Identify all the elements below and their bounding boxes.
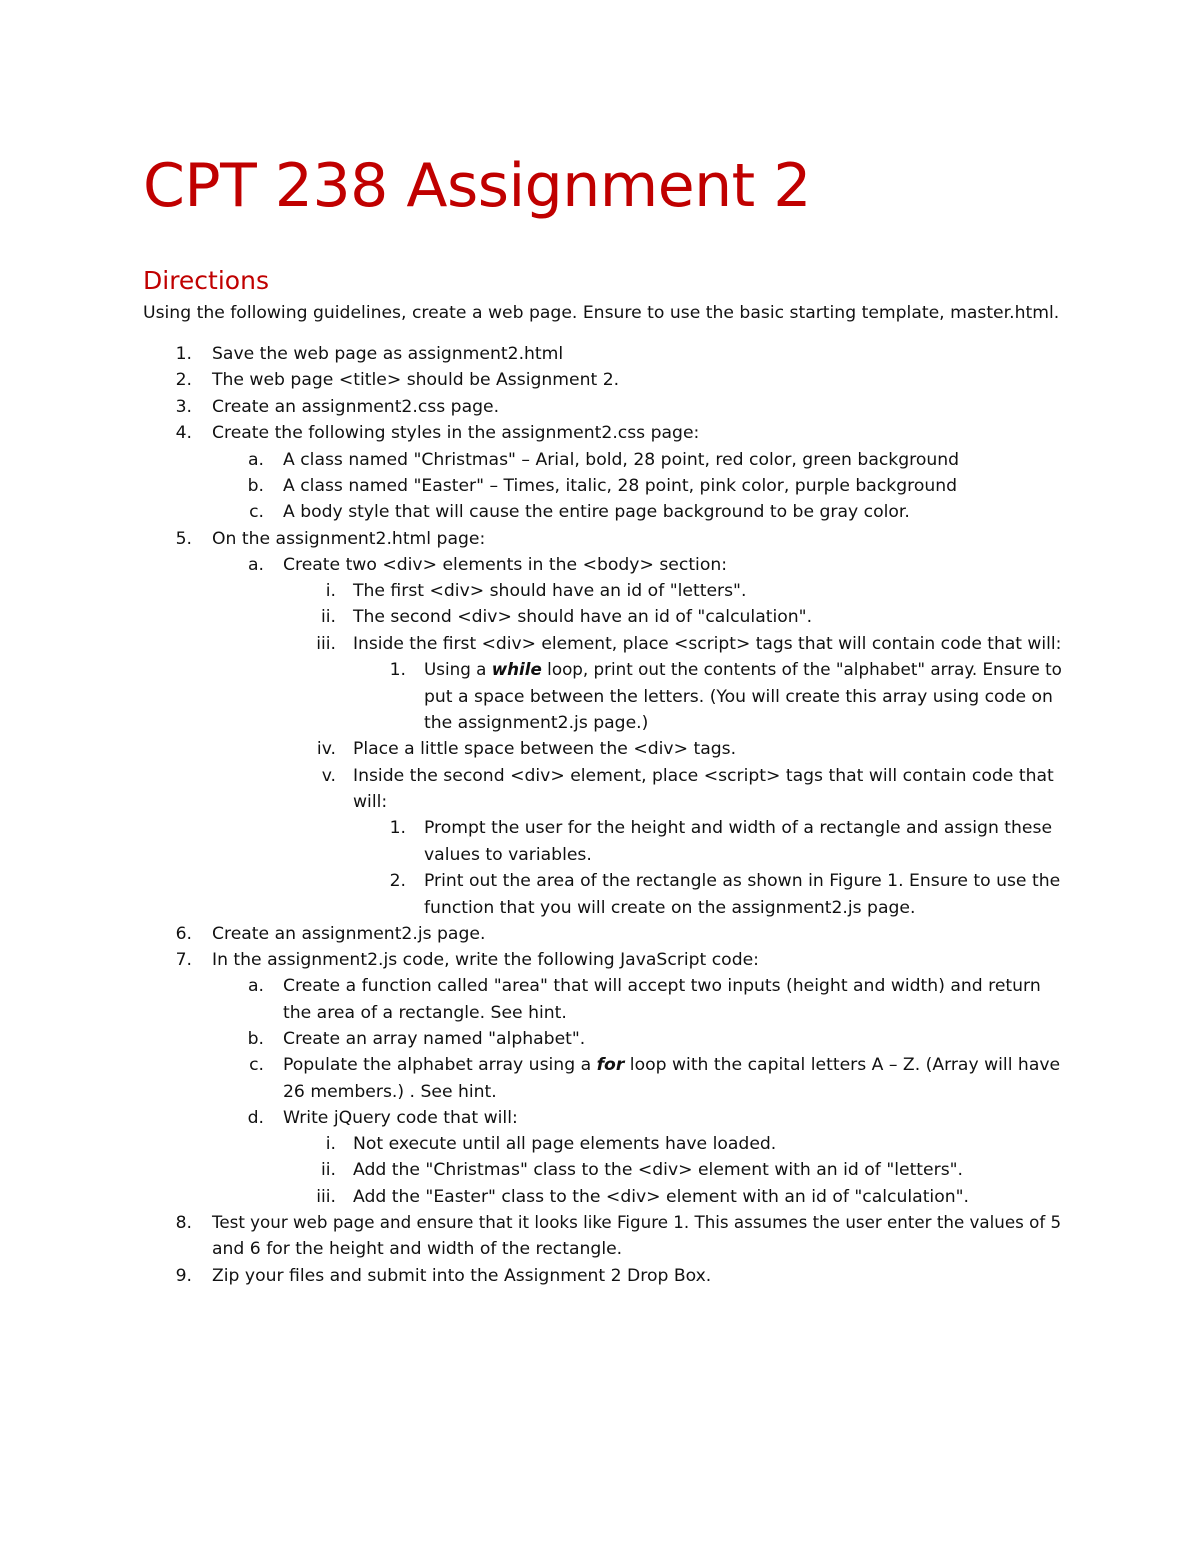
list-marker: iv. [316,739,336,759]
list-marker: ii. [320,607,336,627]
list-marker: a. [248,976,264,996]
list-marker: b. [247,1029,264,1049]
list-marker: 1. [389,818,406,838]
list-marker: 1. [389,660,406,680]
list-item-text: values to variables. [424,845,592,865]
list-item-text: Add the "Christmas" class to the <div> element with an id of "letters". [353,1160,964,1180]
list-item-text: Create an assignment2.js page. [212,924,486,944]
list-item-text: Write jQuery code that will: [283,1108,518,1128]
list-item-text: A body style that will cause the entire page background to be gray color. [283,502,910,522]
list-marker: b. [247,476,264,496]
list-item-text: A class named "Easter" – Times, italic, 28 point, pink color, purple background [283,476,958,496]
list-item-text: the assignment2.js page.) [424,713,649,733]
list-item-text: On the assignment2.html page: [212,529,486,549]
list-marker: a. [248,450,264,470]
list-marker: a. [248,555,264,575]
list-item-text-part: loop, print out the contents of the "alphabet" array. Ensure to [541,660,1062,680]
list-item-text: the area of a rectangle. See hint. [283,1003,567,1023]
list-item-text: The second <div> should have an id of "calculation". [353,607,813,627]
list-marker: v. [321,766,336,786]
list-marker: ii. [320,1160,336,1180]
list-item-text-part: Populate the alphabet array using a [283,1055,597,1075]
emphasized-keyword: while [491,660,542,680]
list-item-text: Inside the first <div> element, place <script> tags that will contain code that will: [353,634,1062,654]
list-item-text: Create an array named "alphabet". [283,1029,586,1049]
list-marker: 5. [175,529,192,549]
list-marker: 8. [175,1213,192,1233]
list-item-text: A class named "Christmas" – Arial, bold, 28 point, red color, green background [283,450,960,470]
list-item-text: 26 members.) . See hint. [283,1082,497,1102]
list-marker: 7. [175,950,192,970]
list-item-text: Create an assignment2.css page. [212,397,500,417]
list-item-text: Create a function called "area" that will accept two inputs (height and width) and return [283,976,1041,996]
list-marker: 6. [175,924,192,944]
list-item-text-part: loop with the capital letters A – Z. (Array will have [624,1055,1061,1075]
list-item-text: Create the following styles in the assignment2.css page: [212,423,700,443]
list-marker: 9. [175,1266,192,1286]
list-marker: i. [325,1134,336,1154]
list-item-text: The first <div> should have an id of "letters". [353,581,747,601]
intro-paragraph: Using the following guidelines, create a web page. Ensure to use the basic starting template, master.html. [143,303,1060,323]
list-marker: i. [325,581,336,601]
list-marker: 2. [389,871,406,891]
list-item-text: In the assignment2.js code, write the following JavaScript code: [212,950,759,970]
list-item-text: Inside the second <div> element, place <script> tags that will contain code that [353,766,1054,786]
list-item-text [283,1052,1060,1078]
list-item-text: and 6 for the height and width of the rectangle. [212,1239,623,1259]
list-marker: 3. [175,397,192,417]
list-item-text: Create two <div> elements in the <body> section: [283,555,728,575]
list-item-text: Not execute until all page elements have loaded. [353,1134,777,1154]
list-item-text [424,657,1062,683]
list-marker: 1. [175,344,192,364]
emphasized-keyword: for [596,1055,625,1075]
list-item-text: function that you will create on the assignment2.js page. [424,898,916,918]
list-marker: 2. [175,370,192,390]
list-item-text: put a space between the letters. (You will create this array using code on [424,687,1053,707]
list-marker: c. [249,1055,264,1075]
section-heading-directions: Directions [143,266,269,295]
list-marker: c. [249,502,264,522]
list-item-text: Test your web page and ensure that it looks like Figure 1. This assumes the user enter the values of 5 [212,1213,1062,1233]
list-item-text: Add the "Easter" class to the <div> element with an id of "calculation". [353,1187,969,1207]
list-item-text: The web page <title> should be Assignment 2. [212,370,620,390]
list-item-text: will: [353,792,388,812]
document-title: CPT 238 Assignment 2 [143,151,811,221]
list-item-text: Prompt the user for the height and width of a rectangle and assign these [424,818,1053,838]
list-item-text-part: Using a [424,660,492,680]
list-item-text: Zip your files and submit into the Assignment 2 Drop Box. [212,1266,712,1286]
list-item-text: Print out the area of the rectangle as shown in Figure 1. Ensure to use the [424,871,1061,891]
list-marker: d. [247,1108,264,1128]
list-item-text: Place a little space between the <div> tags. [353,739,737,759]
list-marker: iii. [316,1187,336,1207]
list-marker: 4. [175,423,192,443]
list-item-text: Save the web page as assignment2.html [212,344,564,364]
list-marker: iii. [316,634,336,654]
